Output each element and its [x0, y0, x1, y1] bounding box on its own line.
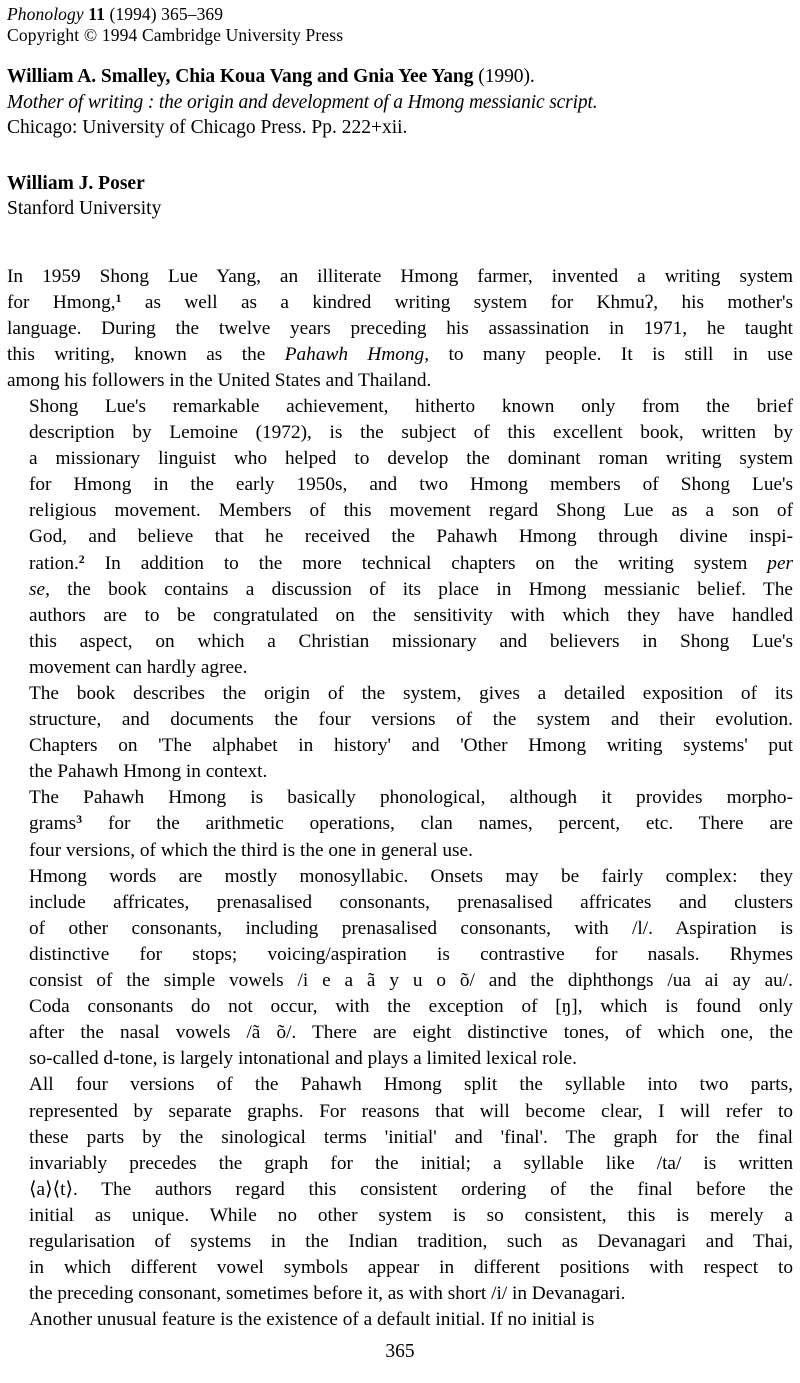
text-run: In addition to the more technical chapters on the writing system — [84, 552, 768, 574]
text-line: invariably precedes the graph for the initial; a syllable like /ta/ is written — [29, 1152, 793, 1174]
text-line: description by Lemoine (1972), is the subject of this excellent book, written by — [29, 422, 793, 444]
journal-citation-line — [7, 4, 793, 25]
text-line: language. During the twelve years preceding his assassination in 1971, he taught — [7, 317, 793, 339]
footnote-marker-1: 1 — [115, 290, 122, 305]
italic-term: se — [29, 578, 46, 600]
text-line — [7, 577, 793, 603]
text-line — [7, 342, 793, 368]
text-line: the preceding consonant, sometimes before it, as with short /i/ in Devanagari. — [29, 1283, 626, 1305]
text-run: for the arithmetic operations, clan names, percent, etc. There are — [82, 813, 793, 835]
page-number: 365 — [385, 1341, 415, 1362]
journal-name: Phonology — [7, 4, 84, 24]
text-line: structure, and documents the four versions of the system and their evolution. — [29, 709, 793, 731]
text-run: ration. — [29, 552, 79, 574]
reviewer-name: William J. Poser — [7, 172, 145, 194]
text-line: In 1959 Shong Lue Yang, an illiterate Hmong farmer, invented a writing system — [7, 265, 793, 287]
text-line: religious movement. Members of this movement regard Shong Lue as a son of — [29, 500, 793, 522]
paragraph-7 — [7, 1307, 793, 1333]
text-line: movement can hardly agree. — [29, 656, 248, 678]
book-authors-line — [7, 64, 793, 90]
book-title: Mother of writing : the origin and development of a Hmong messianic script. — [7, 91, 598, 113]
text-line: represented by separate graphs. For reasons that will become clear, I will refer to — [29, 1100, 793, 1122]
footnote-marker-3: 3 — [76, 812, 83, 827]
text-line: God, and believe that he received the Pahawh Hmong through divine inspi- — [29, 526, 793, 548]
text-line: four versions, of which the third is the one in general use. — [29, 839, 473, 861]
reviewer-affiliation: Stanford University — [7, 198, 162, 219]
text-line: for Hmong in the early 1950s, and two Hmong members of Shong Lue's — [29, 474, 793, 496]
copyright-line: Copyright © 1994 Cambridge University Press — [7, 25, 344, 45]
text-line: Another unusual feature is the existence of a default initial. If no initial is — [29, 1309, 595, 1331]
journal-year-pages: (1994) 365–369 — [109, 4, 224, 24]
italic-term: Pahawh Hmong — [284, 343, 425, 365]
text-line: a missionary linguist who helped to develop the dominant roman writing system — [29, 448, 793, 470]
text-line: of other consonants, including prenasalised consonants, with /l/. Aspiration is — [29, 917, 793, 939]
paragraph-3 — [7, 681, 793, 785]
paragraph-1 — [7, 264, 793, 394]
text-line: The Pahawh Hmong is basically phonological, although it provides morpho- — [29, 787, 793, 809]
footnote-marker-2: 2 — [78, 551, 85, 566]
text-line — [7, 811, 793, 837]
text-run: , the book contains a discussion of its place in Hmong messianic belief. The — [45, 578, 793, 600]
text-run: this writing, known as the — [7, 343, 285, 365]
journal-volume: 11 — [88, 4, 105, 24]
text-line — [7, 551, 793, 577]
text-line: consist of the simple vowels /i e a ã y u o õ/ and the diphthongs /ua ai ay au/. — [29, 970, 793, 992]
text-line: among his followers in the United States and Thailand. — [7, 369, 432, 391]
reviewer-block — [7, 171, 793, 222]
text-line: in which different vowel symbols appear in different positions with respect to — [29, 1257, 793, 1279]
text-line: this aspect, on which a Christian missionary and believers in Shong Lue's — [29, 630, 793, 652]
paragraph-2 — [7, 394, 793, 681]
text-line: the Pahawh Hmong in context. — [29, 761, 268, 783]
text-line: Hmong words are mostly monosyllabic. Onsets may be fairly complex: they — [29, 865, 793, 887]
text-line: regularisation of systems in the Indian tradition, such as Devanagari and Thai, — [29, 1230, 793, 1252]
text-line: after the nasal vowels /ã õ/. There are eight distinctive tones, of which one, the — [29, 1022, 793, 1044]
text-line: Coda consonants do not occur, with the exception of [ŋ], which is found only — [29, 996, 793, 1018]
paragraph-5 — [7, 864, 793, 1073]
text-line: authors are to be congratulated on the sensitivity with which they have handled — [29, 604, 793, 626]
text-run: , to many people. It is still in use — [424, 343, 793, 365]
text-run: as well as a kindred writing system for Khmuʔ, his mother's — [121, 291, 794, 313]
text-line: distinctive for stops; voicing/aspiration is contrastive for nasals. Rhymes — [29, 943, 793, 965]
text-line: Chapters on 'The alphabet in history' and 'Other Hmong writing systems' put — [29, 735, 793, 757]
text-line: All four versions of the Pahawh Hmong split the syllable into two parts, — [29, 1074, 793, 1096]
book-year: (1990). — [473, 66, 535, 87]
text-line: ⟨a⟩⟨t⟩. The authors regard this consistent ordering of the final before the — [29, 1178, 793, 1200]
paragraph-4 — [7, 785, 793, 863]
text-line: Shong Lue's remarkable achievement, hitherto known only from the brief — [29, 395, 793, 417]
book-publication: Chicago: University of Chicago Press. Pp. 222+xii. — [7, 117, 408, 138]
text-line: include affricates, prenasalised consonants, prenasalised affricates and clusters — [29, 891, 793, 913]
text-line: The book describes the origin of the system, gives a detailed exposition of its — [29, 683, 793, 704]
review-body — [7, 264, 793, 1334]
text-run: for Hmong, — [7, 291, 116, 313]
text-line: these parts by the sinological terms 'initial' and 'final'. The graph for the final — [29, 1126, 793, 1148]
paragraph-6 — [7, 1072, 793, 1307]
text-run: grams — [29, 813, 77, 835]
page-content — [7, 4, 793, 1333]
book-authors: William A. Smalley, Chia Koua Vang and Gnia Yee Yang — [7, 66, 474, 87]
text-line — [7, 290, 793, 316]
book-reference — [7, 64, 793, 141]
text-line: initial as unique. While no other system is so consistent, this is merely a — [29, 1204, 793, 1226]
text-line: so-called d-tone, is largely intonational and plays a limited lexical role. — [29, 1048, 577, 1070]
italic-term: per — [767, 552, 793, 574]
